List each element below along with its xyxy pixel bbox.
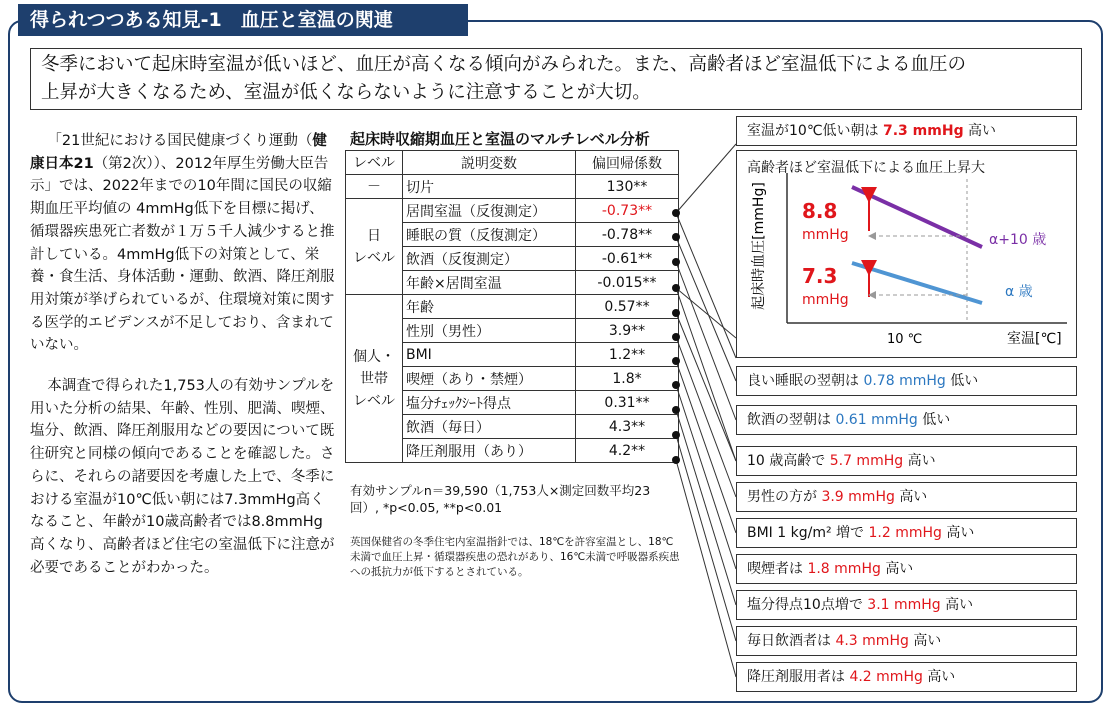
paragraph-2: 本調査で得られた1,753人の有効サンプルを用いた分析の結果、年齢、性別、肥満、喫煙、塩分、飲酒、降圧剤服用などの要因について既往研究と同様の傾向であることを確認した。さらに、それらの諸要因を考慮した上で、冬季における室温が10℃低い朝には7.3mmHg高くなること、年齢が10歳高齢者では8.8mmHg高くなり、高齢者ほど住宅の室温低下に注意が必要であることがわかった。 (30, 378, 335, 576)
table-row: － 切片 130** (346, 175, 679, 199)
series-label-older: α+10 歳 (989, 232, 1047, 248)
summary-line-1: 冬季において起床時室温が低いほど、血圧が高くなる傾向がみられた。また、高齢者ほど室温低下による血圧の (41, 54, 967, 75)
rise-unit-base: mmHg (802, 292, 849, 308)
y-axis-label: 起床時血圧[mmHg] (751, 182, 767, 310)
table-row: 性別（男性） 3.9** (346, 319, 679, 343)
bp-chart (736, 150, 1077, 358)
uk-guideline-note: 英国保健省の冬季住宅内室温指針では、18℃を許容室温とし、18℃未満で血圧上昇・循環器疾患の恐れがあり、16℃未満で呼吸器系疾患への抵抗力が低下するとされている。 (350, 536, 680, 578)
table-row: 降圧剤服用（あり） 4.2** (346, 439, 679, 463)
chart-svg (737, 151, 1078, 359)
table-note: 有効サンプルn＝39,590（1,753人×測定回数平均23回）, *p<0.05, **p<0.01 (350, 483, 651, 515)
rise-value-older: 8.8 (802, 199, 838, 223)
header-level: レベル (346, 151, 403, 175)
effect-bmi: BMI 1 kg/m² 増で 1.2 mmHg 高い (736, 518, 1077, 548)
table-row: 飲酒（反復測定） -0.61** (346, 247, 679, 271)
header-variable: 説明変数 (403, 151, 576, 175)
table-row: 睡眠の質（反復測定） -0.78** (346, 223, 679, 247)
table-row: 喫煙（あり・禁煙） 1.8* (346, 367, 679, 391)
table-row: 年齢×居間室温 -0.015** (346, 271, 679, 295)
x-tick-label: 10 ℃ (887, 332, 923, 347)
effect-sleep: 良い睡眠の翌朝は 0.78 mmHg 低い (736, 366, 1077, 396)
effect-smoke: 喫煙者は 1.8 mmHg 高い (736, 554, 1077, 584)
table-row: 飲酒（毎日） 4.3** (346, 415, 679, 439)
level-person: 個人・ 世帯 レベル (346, 295, 403, 463)
header-coef: 偏回帰係数 (576, 151, 679, 175)
series-line-base (852, 263, 982, 303)
effect-salt: 塩分得点10点増で 3.1 mmHg 高い (736, 590, 1077, 620)
bold-term: 健康日本21 (30, 133, 327, 172)
effect-room-temp: 室温が10℃低い朝は 7.3 mmHg 高い (736, 116, 1077, 146)
table-row: 日 レベル 居間室温（反復測定） -0.73** (346, 199, 679, 223)
table-row: BMI 1.2** (346, 343, 679, 367)
level-day: 日 レベル (346, 199, 403, 295)
x-axis-label: 室温[℃] (1007, 331, 1062, 347)
series-label-base: α 歳 (1005, 284, 1033, 300)
rise-value-base: 7.3 (802, 264, 838, 288)
effect-drink: 飲酒の翌朝は 0.61 mmHg 低い (736, 405, 1077, 435)
chart-title: 高齢者ほど室温低下による血圧上昇大 (747, 160, 985, 176)
paragraph-1: 「21世紀における国民健康づくり運動（健康日本21（第2次））、2012年厚生労働大臣告示」では、2022年までの10年間に国民の収縮期血圧平均値の 4mmHg低下を目標に掲げ、循環器疾患死亡者数が１万５千人減少すると推計している。4mmHg低下の対策として、栄養・食生活、身体活動・運動、飲酒、降圧剤服用対策が挙げられているが、住環境対策に関する医学的エビデンスが不足しており、含まれていない。 (30, 133, 335, 354)
effect-male: 男性の方が 3.9 mmHg 高い (736, 482, 1077, 512)
summary-line-2: 上昇が大きくなるため、室温が低くならないように注意することが大切。 (41, 82, 651, 103)
section-title: 得られつつある知見-1 血圧と室温の関連 (18, 4, 468, 36)
effect-age: 10 歳高齢で 5.7 mmHg 高い (736, 446, 1077, 476)
rise-unit-older: mmHg (802, 227, 849, 243)
table-title: 起床時収縮期血圧と室温のマルチレベル分析 (350, 130, 650, 148)
series-line-older (852, 187, 982, 247)
effect-daily-drink: 毎日飲酒者は 4.3 mmHg 高い (736, 626, 1077, 656)
table-row: 塩分ﾁｪｯｸｼｰﾄ得点 0.31** (346, 391, 679, 415)
effect-medication: 降圧剤服用者は 4.2 mmHg 高い (736, 662, 1077, 692)
table-row: 個人・ 世帯 レベル 年齢 0.57** (346, 295, 679, 319)
